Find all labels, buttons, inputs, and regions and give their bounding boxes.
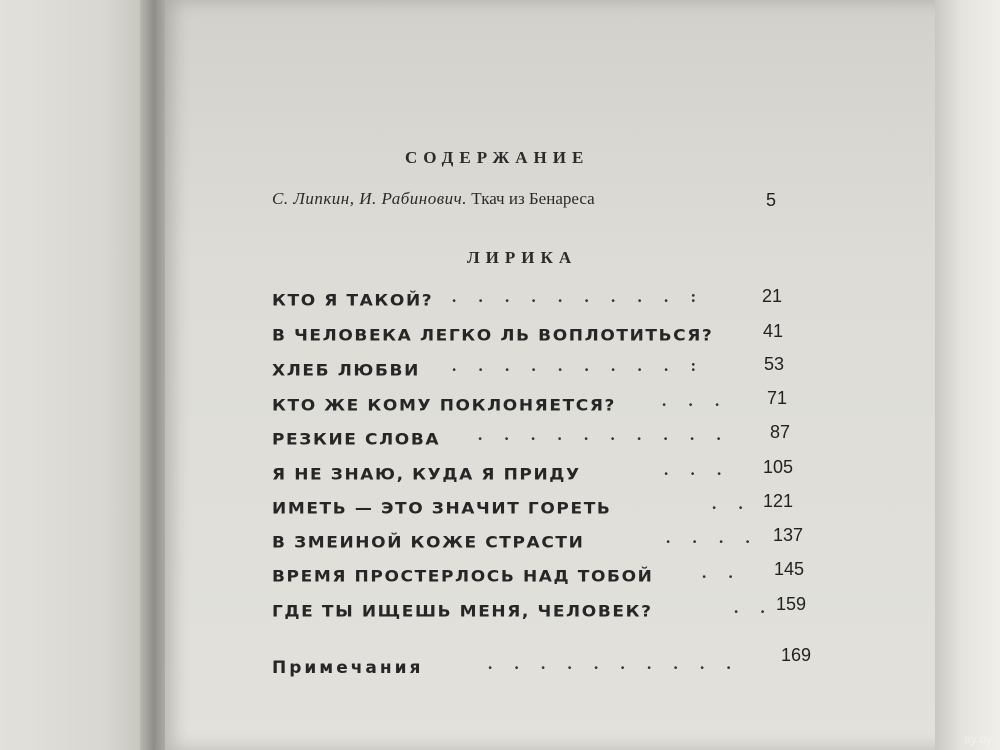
- watermark: ay.by: [964, 732, 992, 746]
- toc-entry-title: ГДЕ ТЫ ИЩЕШЬ МЕНЯ, ЧЕЛОВЕК?: [272, 602, 653, 622]
- intro-page-number: 5: [766, 190, 777, 210]
- toc-entry-page: 137: [773, 525, 804, 545]
- intro-entry: [272, 189, 595, 209]
- toc-entry-page: 87: [770, 422, 791, 442]
- toc-entry-title: КТО ЖЕ КОМУ ПОКЛОНЯЕТСЯ?: [272, 396, 616, 416]
- toc-entry-page: 53: [764, 354, 785, 374]
- toc-entry-page: 71: [767, 388, 788, 408]
- toc-entry-page: 105: [763, 457, 794, 477]
- section-heading: ЛИРИКА: [467, 248, 578, 267]
- toc-entry-title: КТО Я ТАКОЙ?: [272, 291, 434, 311]
- leader-dots: . .: [712, 494, 752, 513]
- toc-entry-title: В ЗМЕИНОЙ КОЖЕ СТРАСТИ: [272, 533, 585, 553]
- leader-dots: . . . . . . . . . :: [452, 356, 706, 375]
- notes-title: Примечания: [272, 658, 424, 678]
- contents-heading: СОДЕРЖАНИЕ: [405, 148, 590, 167]
- leader-dots: . . .: [664, 460, 731, 479]
- leader-dots: . . .: [662, 391, 729, 410]
- toc-entry-page: 159: [776, 594, 807, 614]
- leader-dots: . .: [702, 563, 742, 582]
- toc-entry-page: 145: [774, 559, 805, 579]
- leader-dots: . . . . . . . . . .: [478, 425, 730, 444]
- leader-dots: . . . .: [666, 528, 759, 547]
- intro-title: Ткач из Бенареса: [471, 189, 595, 208]
- intro-authors: С. Липкин, И. Рабинович.: [272, 189, 467, 208]
- notes-page: 169: [781, 645, 812, 665]
- toc-entry-title: РЕЗКИЕ СЛОВА: [272, 430, 441, 450]
- toc-entry-title: В ЧЕЛОВЕКА ЛЕГКО ЛЬ ВОПЛОТИТЬСЯ?: [272, 326, 714, 346]
- leader-dots: . . . . . . . . . .: [488, 654, 740, 673]
- toc-entry-title: Я НЕ ЗНАЮ, КУДА Я ПРИДУ: [272, 465, 581, 485]
- toc-entry-title: ИМЕТЬ — ЭТО ЗНАЧИТ ГОРЕТЬ: [272, 499, 612, 519]
- toc-entry-title: ВРЕМЯ ПРОСТЕРЛОСЬ НАД ТОБОЙ: [272, 567, 654, 587]
- toc-entry-title: ХЛЕБ ЛЮБВИ: [272, 361, 420, 381]
- toc-entry-page: 121: [763, 491, 794, 511]
- toc-entry-page: 41: [763, 321, 784, 341]
- leader-dots: . . . . . . . . . :: [452, 287, 706, 306]
- leader-dots: . .: [734, 598, 774, 617]
- toc-entry-page: 21: [762, 286, 783, 306]
